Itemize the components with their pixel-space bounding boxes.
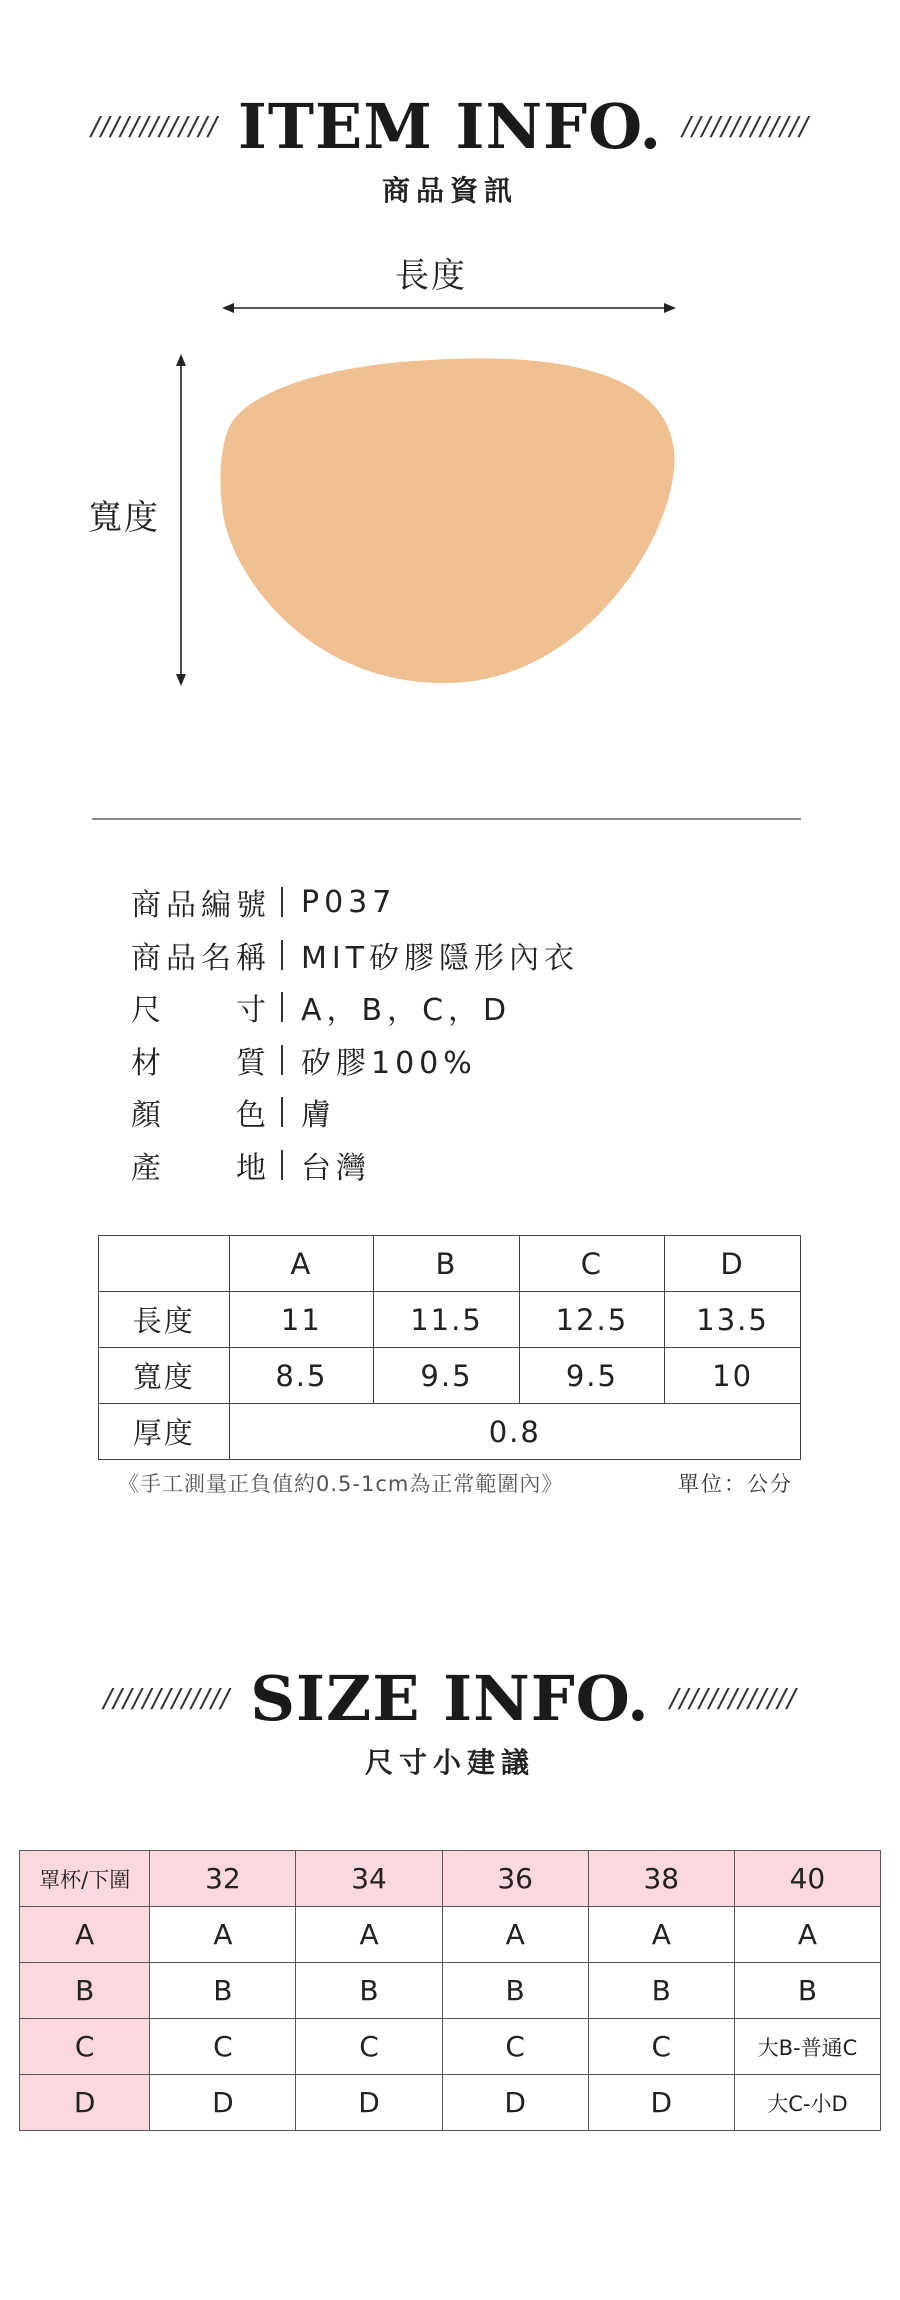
table-cell: A	[442, 1907, 588, 1963]
spec-label-char: 產	[131, 1150, 166, 1186]
header-cell: C	[519, 1236, 664, 1292]
table-cell: 11.5	[374, 1292, 519, 1348]
spec-label-char: 編	[201, 888, 236, 923]
table-cell: 11	[229, 1292, 374, 1348]
spec-label-char: 品	[166, 888, 201, 923]
decorative-slashes-right: /////////////	[682, 111, 810, 142]
table-cell: A	[588, 1907, 734, 1963]
dimension-table-header	[99, 1236, 801, 1292]
corner-cell: 罩杯/下圍	[20, 1851, 150, 1907]
row-label: 長度	[99, 1292, 230, 1348]
band-header: 36	[442, 1851, 588, 1907]
spec-label-char: 質	[236, 1045, 271, 1081]
header-cell: A	[229, 1236, 374, 1292]
table-row	[99, 1292, 801, 1348]
spec-label	[131, 1143, 271, 1187]
table-cell: B	[296, 1963, 442, 2019]
table-cell: 9.5	[519, 1348, 664, 1404]
header-cell: B	[374, 1236, 519, 1292]
table-cell: 大B-普通C	[734, 2019, 880, 2075]
spec-row	[131, 981, 511, 1033]
spec-value: 矽膠100%	[301, 1045, 477, 1081]
measurement-note: 《手工測量正負值約0.5-1cm為正常範圍內》	[118, 1472, 564, 1496]
spec-separator	[281, 992, 283, 1022]
header-cell: D	[665, 1236, 801, 1292]
spec-label-char: 品	[166, 940, 201, 976]
table-cell: D	[588, 2075, 734, 2131]
cup-label: C	[20, 2019, 150, 2075]
table-cell: C	[150, 2019, 296, 2075]
spec-separator	[281, 1150, 283, 1180]
table-cell: 8.5	[229, 1348, 374, 1404]
item-info-title: ITEM INFO.	[237, 90, 663, 163]
spec-label	[131, 1090, 271, 1134]
spec-label	[131, 1038, 271, 1082]
table-cell: B	[588, 1963, 734, 2019]
size-info-subtitle: 尺寸小建議	[364, 1746, 535, 1779]
cup-label: B	[20, 1963, 150, 2019]
width-arrow-icon	[176, 354, 186, 686]
row-label: 寬度	[99, 1348, 230, 1404]
spec-value: A，B，C，D	[301, 993, 512, 1028]
spec-label-char: 寸	[236, 993, 271, 1028]
spec-separator	[281, 1045, 283, 1075]
spec-label	[131, 880, 271, 924]
table-row	[20, 2019, 881, 2075]
table-row	[99, 1404, 801, 1460]
spec-row	[131, 1139, 371, 1191]
size-suggestion-table	[19, 1850, 881, 2131]
item-info-subtitle: 商品資訊	[381, 174, 518, 207]
width-label: 寬度	[88, 498, 160, 538]
spec-label-char: 商	[131, 888, 166, 923]
spec-label-char: 尺	[131, 993, 166, 1028]
spec-row	[131, 1034, 477, 1086]
table-cell: 13.5	[665, 1292, 801, 1348]
table-cell: 大C-小D	[734, 2075, 880, 2131]
dimension-table	[98, 1235, 801, 1460]
size-table-header	[20, 1851, 881, 1907]
length-label: 長度	[395, 256, 467, 296]
table-cell: B	[734, 1963, 880, 2019]
spec-value: 台灣	[301, 1150, 371, 1186]
spec-label-char: 商	[131, 940, 166, 976]
table-cell: A	[150, 1907, 296, 1963]
spec-value: 膚	[301, 1098, 336, 1133]
table-cell: 12.5	[519, 1292, 664, 1348]
table-cell: A	[296, 1907, 442, 1963]
spec-label-char: 號	[236, 888, 271, 923]
table-cell: C	[296, 2019, 442, 2075]
table-cell: 10	[665, 1348, 801, 1404]
length-arrow-icon	[222, 303, 676, 313]
table-row	[99, 1348, 801, 1404]
row-label: 厚度	[99, 1404, 230, 1460]
silicone-pad-shape	[221, 358, 675, 683]
spec-label	[131, 933, 271, 977]
spec-value: P037	[301, 884, 397, 920]
spec-separator	[281, 1097, 283, 1127]
spec-row	[131, 1086, 336, 1138]
table-corner-cell	[99, 1236, 230, 1292]
band-header: 40	[734, 1851, 880, 1907]
spec-label	[131, 985, 271, 1029]
size-info-title: SIZE INFO.	[250, 1662, 650, 1735]
decorative-slashes-right: /////////////	[669, 1683, 797, 1714]
spec-separator	[281, 940, 283, 970]
spec-separator	[281, 887, 283, 917]
table-cell: B	[150, 1963, 296, 2019]
table-cell: D	[296, 2075, 442, 2131]
decorative-slashes-left: /////////////	[90, 111, 218, 142]
spec-value: MIT矽膠隱形內衣	[301, 940, 580, 976]
spec-label-char: 材	[131, 1045, 166, 1081]
table-row	[20, 1963, 881, 2019]
unit-label: 單位：公分	[678, 1472, 793, 1496]
spec-label-char: 地	[236, 1150, 271, 1186]
table-row	[20, 1907, 881, 1963]
band-header: 32	[150, 1851, 296, 1907]
spec-label-char: 稱	[236, 940, 271, 976]
table-cell: A	[734, 1907, 880, 1963]
spec-label-char: 名	[201, 940, 236, 976]
section-divider	[92, 818, 801, 820]
decorative-slashes-left: /////////////	[103, 1683, 231, 1714]
cup-label: D	[20, 2075, 150, 2131]
band-header: 34	[296, 1851, 442, 1907]
table-cell: C	[442, 2019, 588, 2075]
cup-label: A	[20, 1907, 150, 1963]
spec-label-char: 顏	[131, 1098, 166, 1133]
thickness-value: 0.8	[229, 1404, 801, 1460]
table-cell: D	[442, 2075, 588, 2131]
spec-label-char: 色	[236, 1098, 271, 1133]
band-header: 38	[588, 1851, 734, 1907]
pad-diagram	[0, 0, 900, 760]
table-row	[20, 2075, 881, 2131]
size-info-header	[0, 1662, 900, 1781]
spec-row	[131, 876, 396, 928]
table-cell: B	[442, 1963, 588, 2019]
spec-row	[131, 929, 579, 981]
table-cell: D	[150, 2075, 296, 2131]
table-cell: C	[588, 2019, 734, 2075]
table-cell: 9.5	[374, 1348, 519, 1404]
